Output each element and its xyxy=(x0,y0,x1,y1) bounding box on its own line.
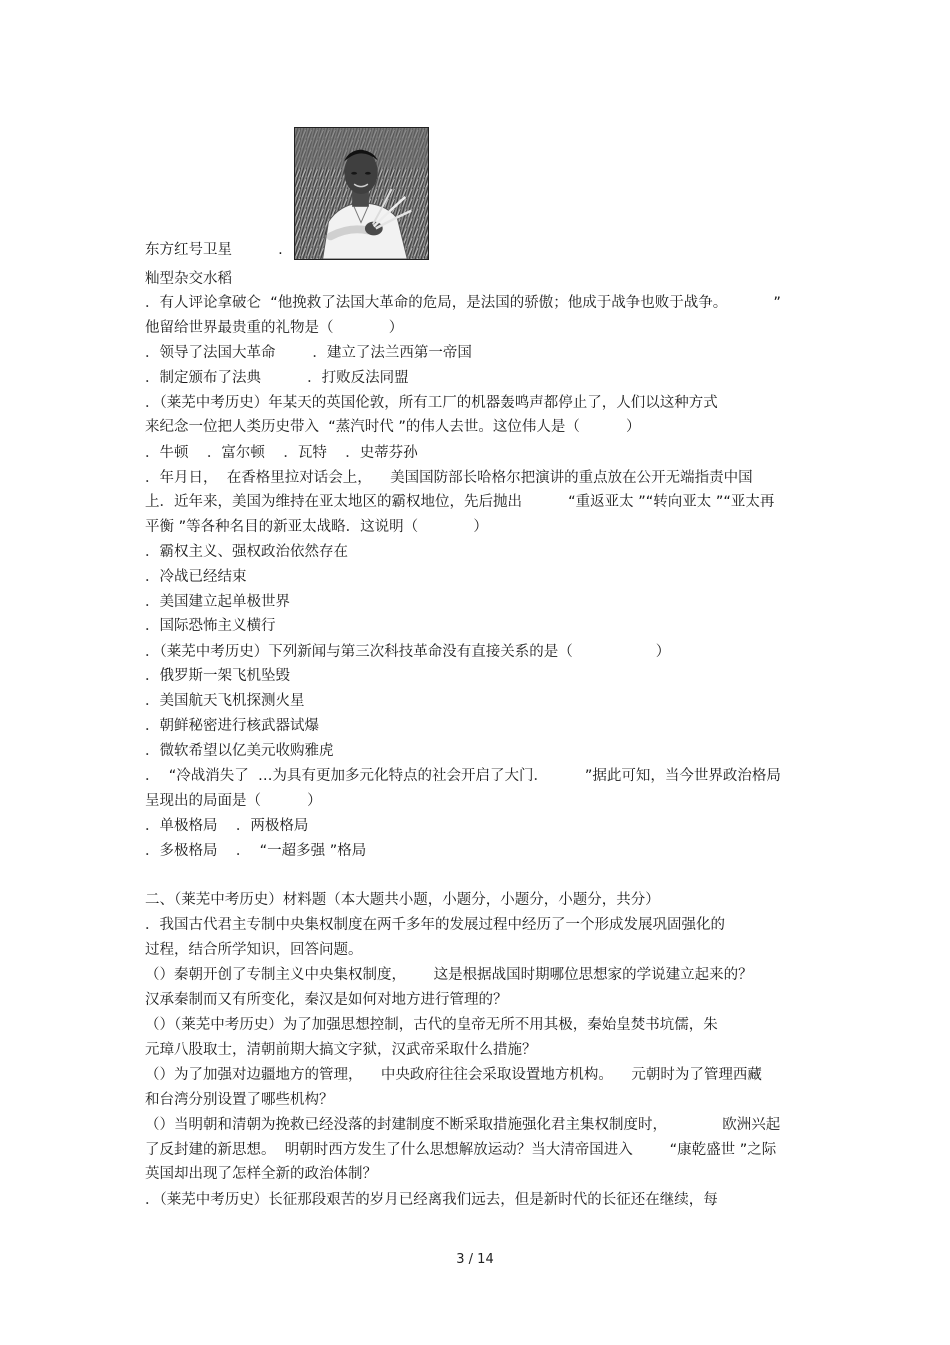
text-line-2: 籼型杂交水稻 xyxy=(145,271,232,287)
question-line: 和台湾分别设置了哪些机构？ xyxy=(145,1092,334,1108)
answer-option: ．霸权主义、强权政治依然存在 xyxy=(145,544,348,560)
answer-option: ．牛顿 ．富尔顿 ．瓦特 ．史蒂芬孙 xyxy=(145,445,418,461)
question-line: 过程，结合所学知识，回答问题。 xyxy=(145,942,363,958)
question-line: 他留给世界最贵重的礼物是（ ） xyxy=(145,320,404,336)
text-line-1: 东方红号卫星 . xyxy=(145,242,283,258)
answer-option: ．微软希望以亿美元收购雅虎 xyxy=(145,743,334,759)
question-line: 汉承秦制而又有所变化，秦汉是如何对地方进行管理的？ xyxy=(145,992,508,1008)
question-line: ．我国古代君主专制中央集权制度在两千多年的发展过程中经历了一个形成发展巩固强化的 xyxy=(145,917,725,933)
question-line: ．（莱芜中考历史）年某天的英国伦敦，所有工厂的机器轰鸣声都停止了，人们以这种方式 xyxy=(145,395,718,411)
question-line: （）当明朝和清朝为挽救已经没落的封建制度不断采取措施强化君主集权制度时， 欧洲兴起 xyxy=(145,1117,781,1133)
answer-option: ．制定颁布了法典 ．打败反法同盟 xyxy=(145,370,409,386)
page-number: 3 / 14 xyxy=(456,1252,494,1267)
answer-option: ．俄罗斯一架飞机坠毁 xyxy=(145,668,290,684)
answer-option: ．多极格局 ． “一超多强 ”格局 xyxy=(145,843,367,859)
answer-option: ．领导了法国大革命 ．建立了法兰西第一帝国 xyxy=(145,345,472,361)
question-line: 了反封建的新思想。 明朝时西方发生了什么思想解放运动？当大清帝国进入 “康乾盛世 ”之际 xyxy=(145,1142,777,1158)
answer-option: ．国际恐怖主义横行 xyxy=(145,618,276,634)
section-heading: 二、（莱芜中考历史）材料题（本大题共小题，小题分，小题分，小题分，共分） xyxy=(145,892,660,908)
question-line: ．（莱芜中考历史）下列新闻与第三次科技革命没有直接关系的是（ ） xyxy=(145,644,671,660)
question-line: ． “冷战消失了 …为具有更加多元化特点的社会开启了大门． ”据此可知，当今世界政治格局 xyxy=(145,768,781,784)
question-line: 平衡 ”等各种名目的新亚太战略．这说明（ ） xyxy=(145,519,488,535)
question-line: （）为了加强对边疆地方的管理， 中央政府往往会采取设置地方机构。 元朝时为了管理西藏 xyxy=(145,1067,762,1083)
question-line: 呈现出的局面是（ ） xyxy=(145,793,322,809)
question-line: ．年月日， 在香格里拉对话会上， 美国国防部长哈格尔把演讲的重点放在公开无端指责中国 xyxy=(145,470,753,486)
question-line: 元璋八股取士，清朝前期大搞文字狱，汉武帝采取什么措施？ xyxy=(145,1042,537,1058)
question-line: 来纪念一位把人类历史带入 “蒸汽时代 ”的伟人去世。这位伟人是（ ） xyxy=(145,419,641,435)
question-line: 英国却出现了怎样全新的政治体制？ xyxy=(145,1166,377,1182)
question-line: （）秦朝开创了专制主义中央集权制度， 这是根据战国时期哪位思想家的学说建立起来的？ xyxy=(145,967,753,983)
answer-option: ．美国航天飞机探测火星 xyxy=(145,693,305,709)
question-line: （）（莱芜中考历史）为了加强思想控制，古代的皇帝无所不用其极，秦始皇焚书坑儒，朱 xyxy=(145,1017,718,1033)
question-line: ．（莱芜中考历史）长征那段艰苦的岁月已经离我们远去，但是新时代的长征还在继续，每 xyxy=(145,1192,718,1208)
question-line: 上．近年来，美国为维持在亚太地区的霸权地位，先后抛出 “重返亚太 ”“转向亚太 ”“亚太再 xyxy=(145,494,775,510)
answer-option: ．朝鲜秘密进行核武器试爆 xyxy=(145,718,319,734)
answer-option: ．冷战已经结束 xyxy=(145,569,247,585)
answer-option: ．单极格局 ．两极格局 xyxy=(145,818,309,834)
question-line: ．有人评论拿破仑 “他挽救了法国大革命的危局，是法国的骄傲；他成于战争也败于战争。 ” xyxy=(145,295,781,311)
answer-option: ．美国建立起单极世界 xyxy=(145,594,290,610)
